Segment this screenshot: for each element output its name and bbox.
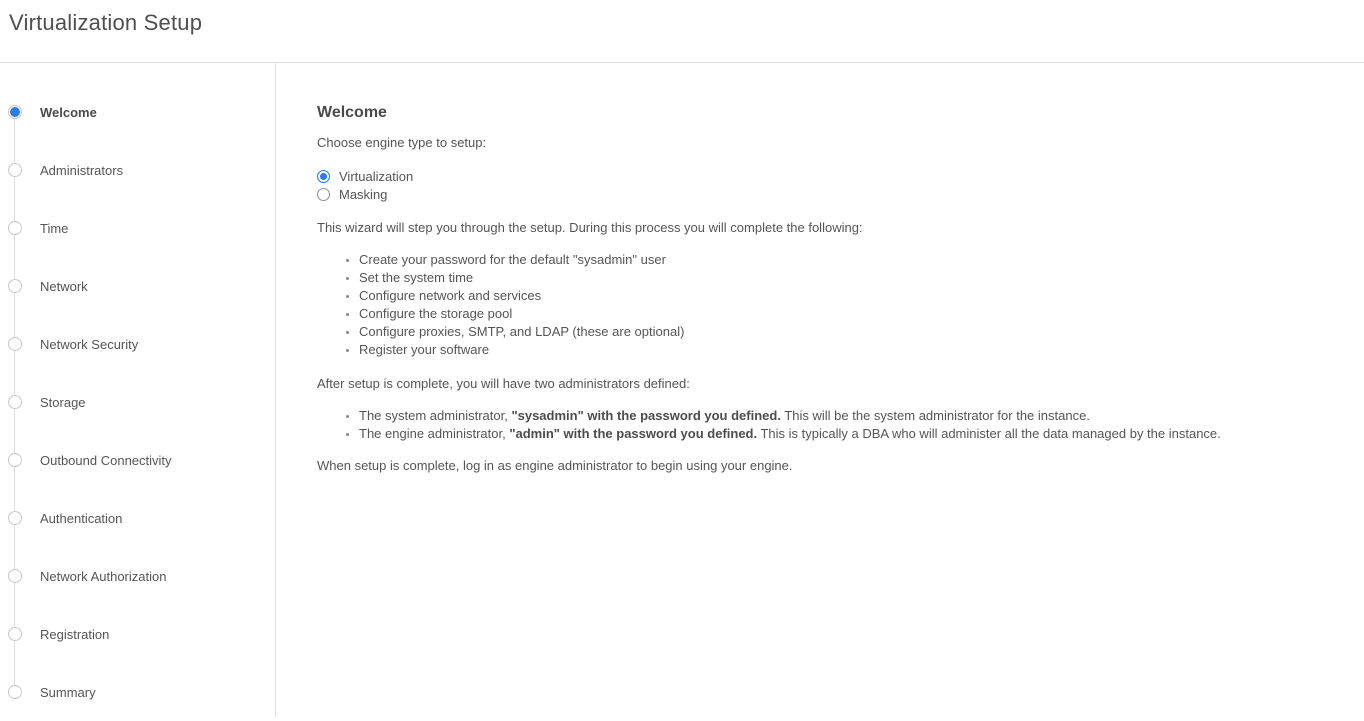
step-label: Network Authorization (40, 568, 167, 584)
sidebar-step-registration[interactable] (0, 605, 275, 663)
content-heading: Welcome (317, 104, 387, 121)
sidebar-step-time[interactable] (0, 199, 275, 257)
page-title: Virtualization Setup (9, 10, 203, 35)
list-item (359, 407, 1324, 425)
list-item (359, 425, 1324, 443)
step-radio-icon (8, 221, 22, 235)
step-label: Authentication (40, 510, 123, 526)
step-radio-icon (8, 163, 22, 177)
list-item: • Set the system time (359, 269, 1324, 287)
admin-item-suffix: This is typically a DBA who will administer all the data managed by the instance. (757, 426, 1221, 441)
wizard-content-pane (276, 63, 1364, 717)
list-item: • Configure the storage pool (359, 305, 1324, 323)
closing-paragraph: When setup is complete, log in as engine administrator to begin using your engine. (317, 458, 793, 473)
sidebar-step-network-authorization[interactable] (0, 547, 275, 605)
step-label: Time (40, 220, 69, 236)
list-item: • Register your software (359, 341, 1324, 359)
sidebar-step-authentication[interactable] (0, 489, 275, 547)
step-label: Outbound Connectivity (40, 452, 172, 468)
step-radio-icon (8, 569, 22, 583)
engine-type-prompt: Choose engine type to setup: (317, 135, 487, 150)
administrators-list (317, 407, 1324, 443)
sidebar-step-network[interactable] (0, 257, 275, 315)
sidebar-step-outbound-connectivity[interactable] (0, 431, 275, 489)
step-label: Welcome (40, 104, 97, 120)
sidebar-step-welcome[interactable] (0, 83, 275, 141)
step-label: Storage (40, 394, 86, 410)
step-label: Registration (40, 626, 110, 642)
admin-item-bold: "admin" with the password you defined. (509, 426, 758, 441)
step-radio-icon (8, 511, 22, 525)
radio-icon (317, 170, 330, 183)
engine-type-radio-group (317, 167, 1324, 203)
radio-option-virtualization[interactable] (317, 167, 1324, 185)
step-label: Network Security (40, 336, 139, 352)
step-radio-icon (8, 453, 22, 467)
admins-paragraph: After setup is complete, you will have two administrators defined: (317, 376, 690, 391)
radio-label: Virtualization (339, 168, 414, 184)
page-header (0, 0, 1364, 63)
sidebar-step-summary[interactable] (0, 663, 275, 721)
step-radio-icon (8, 337, 22, 351)
radio-icon (317, 188, 330, 201)
step-label: Administrators (40, 162, 124, 178)
admin-item-prefix: The system administrator, (359, 408, 512, 423)
list-item: • Configure proxies, SMTP, and LDAP (these are optional) (359, 323, 1324, 341)
list-item: • Configure network and services (359, 287, 1324, 305)
sidebar-step-administrators[interactable] (0, 141, 275, 199)
step-radio-icon (8, 279, 22, 293)
list-item: • Create your password for the default "sysadmin" user (359, 251, 1324, 269)
intro-paragraph: This wizard will step you through the setup. During this process you will complete the following: (317, 220, 863, 235)
sidebar-step-storage[interactable] (0, 373, 275, 431)
step-radio-icon (8, 627, 22, 641)
radio-label: Masking (339, 186, 388, 202)
sidebar-step-network-security[interactable] (0, 315, 275, 373)
step-label: Network (40, 278, 88, 294)
main-layout (0, 63, 1364, 717)
step-radio-icon (8, 395, 22, 409)
radio-option-masking[interactable] (317, 185, 1324, 203)
setup-tasks-list (317, 251, 1324, 359)
admin-item-suffix: This will be the system administrator for the instance. (780, 408, 1090, 423)
step-radio-icon (8, 685, 22, 699)
admin-item-prefix: The engine administrator, (359, 426, 510, 441)
step-label: Summary (40, 684, 96, 700)
wizard-stepper-sidebar (0, 63, 276, 717)
admin-item-bold: "sysadmin" with the password you defined. (511, 408, 781, 423)
step-radio-icon (8, 105, 22, 119)
